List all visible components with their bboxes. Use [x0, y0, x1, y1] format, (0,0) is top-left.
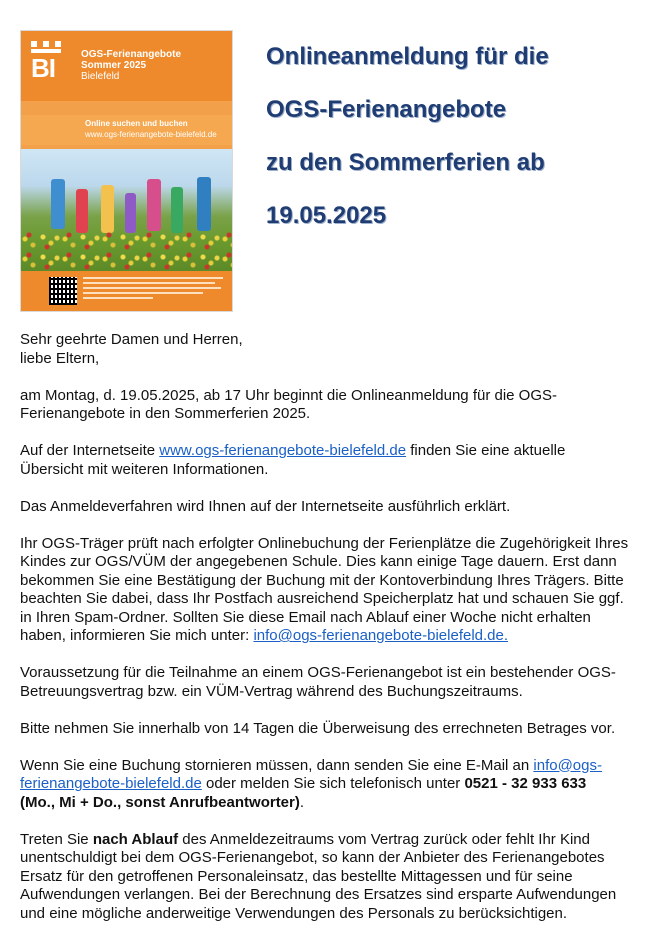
ogs-poster-image — [20, 30, 233, 312]
poster-band-line1: Online suchen und buchen — [85, 119, 188, 128]
paragraph-website — [20, 442, 640, 479]
p8-line5: und eine mögliche anderweitige Verwendungen des Personals zu berücksichtigen. — [20, 904, 568, 922]
poster-band — [21, 115, 232, 145]
poster-title-line3: Bielefeld — [81, 71, 120, 82]
phone-hours: (Mo., Mi + Do., sonst Anrufbeantworter) — [20, 793, 300, 811]
paragraph-withdrawal — [20, 831, 640, 924]
p8-line2: unentschuldigt bei dem OGS-Ferienangebot, so kann der Anbieter des Ferienangebotes — [20, 849, 605, 866]
p8-pre: Treten Sie — [20, 830, 93, 848]
p4-line1: Ihr OGS-Träger prüft nach erfolgter Onlinebuchung der Ferienplätze die Zugehörigkeit Ihres — [20, 534, 629, 552]
p4-line4: beachten Sie dabei, dass Ihr Postfach ausreichend Speicherplatz hat und schauen Sie ggf. — [20, 590, 624, 607]
bielefeld-logo — [31, 41, 61, 85]
salutation-line1: Sehr geehrte Damen und Herren, — [20, 331, 243, 348]
flower-meadow — [21, 231, 232, 271]
poster-footer-text — [83, 277, 223, 302]
cancel-email-link-part2[interactable]: ferienangebote-bielefeld.de — [20, 775, 202, 792]
paragraph-verification — [20, 535, 640, 646]
page-heading — [266, 30, 641, 242]
poster-band-line2: www.ogs-ferienangebote-bielefeld.de — [85, 130, 217, 139]
poster-header — [21, 31, 232, 101]
p8-line1-post: des Anmeldezeitraums vom Vertrag zurück oder fehlt Ihr Kind — [178, 830, 590, 848]
salutation — [20, 331, 640, 368]
poster-title-line1: OGS-Ferienangebote — [81, 49, 182, 60]
poster-footer — [21, 271, 232, 311]
qr-code-icon — [49, 277, 77, 305]
p6-line: Bitte nehmen Sie innerhalb von 14 Tagen die Überweisung des errechneten Betrages vor. — [20, 719, 616, 737]
p4-line2: Kindes zur OGS/VÜM der angegebenen Schule. Dies kann einige Tage dauern. Erst dann — [20, 553, 617, 570]
p3-line: Das Anmeldeverfahren wird Ihnen auf der Internetseite ausführlich erklärt. — [20, 497, 511, 515]
poster-title-line2: Sommer 2025 — [81, 60, 147, 71]
p7-line1-pre: Wenn Sie eine Buchung stornieren müssen, dann senden Sie eine E-Mail an — [20, 756, 534, 774]
p8-bold: nach Ablauf — [92, 830, 179, 848]
paragraph-cancellation — [20, 757, 640, 813]
p4-line3: bekommen Sie eine Bestätigung der Buchung mit der Kontoverbindung Ihres Trägers. Bitte — [20, 571, 624, 589]
letter-body — [20, 331, 640, 942]
phone-number: 0521 - 32 933 633 — [464, 775, 587, 792]
cancel-email-link-part1[interactable]: info@ogs- — [533, 756, 602, 774]
p5-line2: Betreuungsvertrag bzw. ein VÜM-Vertrag während des Buchungszeitraums. — [20, 682, 523, 700]
info-email-link[interactable]: info@ogs-ferienangebote-bielefeld.de. — [253, 627, 509, 644]
p7-line2-mid: oder melden Sie sich telefonisch unter — [201, 775, 465, 792]
heading-line1: Onlineanmeldung für die — [266, 43, 549, 70]
p7-end: . — [299, 793, 305, 811]
paragraph-payment — [20, 720, 640, 739]
p5-line1: Voraussetzung für die Teilnahme an einem OGS-Ferienangebot ist ein bestehender OGS- — [20, 664, 616, 681]
logo-letters: BI — [31, 53, 55, 83]
p1-line1: am Montag, d. 19.05.2025, ab 17 Uhr beginnt die Onlineanmeldung für die OGS- — [20, 386, 558, 404]
p8-line4: Aufwendungen verlangen. Bei der Berechnung des Ersatzes sind ersparte Aufwendungen — [20, 886, 617, 903]
heading-line3: zu den Sommerferien ab — [266, 149, 545, 176]
p2-pre: Auf der Internetseite — [20, 442, 160, 459]
paragraph-start-date — [20, 387, 640, 424]
website-link[interactable]: www.ogs-ferienangebote-bielefeld.de — [159, 442, 407, 459]
p1-line2: Ferienangebote in den Sommerferien 2025. — [20, 405, 311, 422]
heading-line4: 19.05.2025 — [266, 202, 387, 229]
paragraph-procedure — [20, 498, 640, 517]
p8-line3: Ersatz für den getroffenen Personaleinsatz, das bestellte Mittagessen und für seine — [20, 867, 573, 885]
heading-line2: OGS-Ferienangebote — [266, 96, 507, 123]
p4-line5: in Ihren Spam-Ordner. Sollten Sie diese Email nach Ablauf einer Woche nicht erhalten — [20, 608, 591, 626]
paragraph-requirement — [20, 664, 640, 701]
p4-line6-pre: haben, informieren Sie mich unter: — [20, 627, 254, 644]
poster-title — [81, 49, 181, 82]
p2-line2: Übersicht mit weiteren Informationen. — [20, 460, 269, 478]
salutation-line2: liebe Eltern, — [20, 349, 100, 367]
p2-post: finden Sie eine aktuelle — [406, 442, 566, 459]
